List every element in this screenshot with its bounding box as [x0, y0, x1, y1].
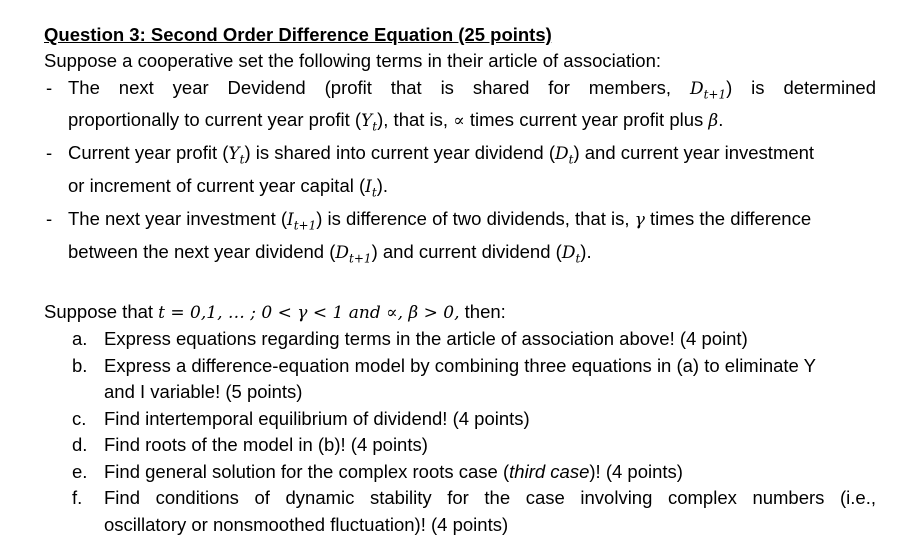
bullet-line: proportionally to current year profit $(Y_t)$, that is, ∝ times current year profit plus β.	[68, 109, 724, 134]
question-text: oscillatory or nonsmoothed fluctuation)! (4 points)	[104, 513, 509, 535]
math-var: $I_t$	[365, 177, 377, 200]
spacer	[44, 272, 876, 299]
bullet-dash: -	[46, 142, 53, 164]
question-letter: d.	[72, 434, 88, 456]
condition-math: t = 0,1, … ; 0 < γ < 1 and ∝, β > 0,	[158, 302, 460, 323]
bullet-dash: -	[46, 76, 53, 98]
italic-emphasis: third case	[509, 460, 590, 482]
question-text: Find roots of the model in (b)! (4 points)	[104, 434, 428, 456]
question-text: Express a difference-equation model by combining three equations in (a) to eliminate Y	[104, 354, 816, 376]
math-var: $Y_t$	[228, 144, 245, 167]
math-var: $D_{t+1}$	[335, 242, 372, 266]
question-text: and I variable! (5 points)	[104, 381, 303, 403]
question-text: Find conditions of dynamic stability for the case involving complex numbers (i.e.,	[104, 487, 876, 509]
math-symbol: γ	[634, 210, 645, 231]
condition-text: Suppose that t = 0,1, … ; 0 < γ < 1 and ∝, β > 0, then:	[44, 300, 506, 323]
bullet-item-investment	[44, 206, 876, 272]
question-letter: f.	[72, 487, 83, 509]
bullet-line: between the next year dividend $(D_{t+1})$ and current dividend $(D_t)$.	[68, 240, 592, 266]
bullet-line: The next year investment $(I_{t+1})$ is difference of two dividends, that is, γ times the difference	[68, 208, 812, 233]
question-text: Find general solution for the complex roots case (third case)! (4 points)	[104, 460, 683, 482]
question-letter: e.	[72, 460, 88, 482]
question-item-d	[72, 432, 876, 459]
math-var: $I_{t+1}$	[287, 210, 317, 233]
intro-text: Suppose a cooperative set the following terms in their article of association:	[44, 50, 661, 71]
question-title: Question 3: Second Order Difference Equation (25 points)	[44, 24, 552, 45]
math-var: $D_{t+1}$	[689, 78, 727, 101]
math-var: $D_t$	[561, 242, 581, 266]
math-var: $Y_t$	[361, 111, 378, 134]
bullet-line: Current year profit $(Y_t)$ is shared into current year dividend $(D_t)$ and current year investment	[68, 142, 815, 167]
question-list	[72, 326, 876, 538]
math-symbol: β	[708, 111, 719, 132]
question-item-a	[72, 326, 876, 353]
bullet-dash: -	[46, 208, 53, 230]
document	[44, 22, 876, 538]
question-item-f	[72, 485, 876, 538]
bullet-item-dividend	[44, 75, 876, 141]
question-item-b	[72, 353, 876, 406]
math-symbol: ∝	[453, 111, 465, 132]
math-var: $D_t$	[555, 144, 574, 167]
question-item-e	[72, 459, 876, 486]
question-text: Find intertemporal equilibrium of dividend! (4 points)	[104, 407, 530, 429]
question-letter: a.	[72, 328, 88, 350]
question-letter: c.	[72, 407, 87, 429]
bullet-line: or increment of current year capital $(I_t)$.	[68, 175, 389, 200]
question-letter: b.	[72, 354, 88, 376]
bullet-item-profit	[44, 140, 876, 206]
bullet-line: The next year Devidend (profit that is shared for members, $D_{t+1}$) is determined	[68, 76, 876, 101]
question-text: Express equations regarding terms in the article of association above! (4 point)	[104, 328, 748, 350]
question-item-c	[72, 406, 876, 433]
